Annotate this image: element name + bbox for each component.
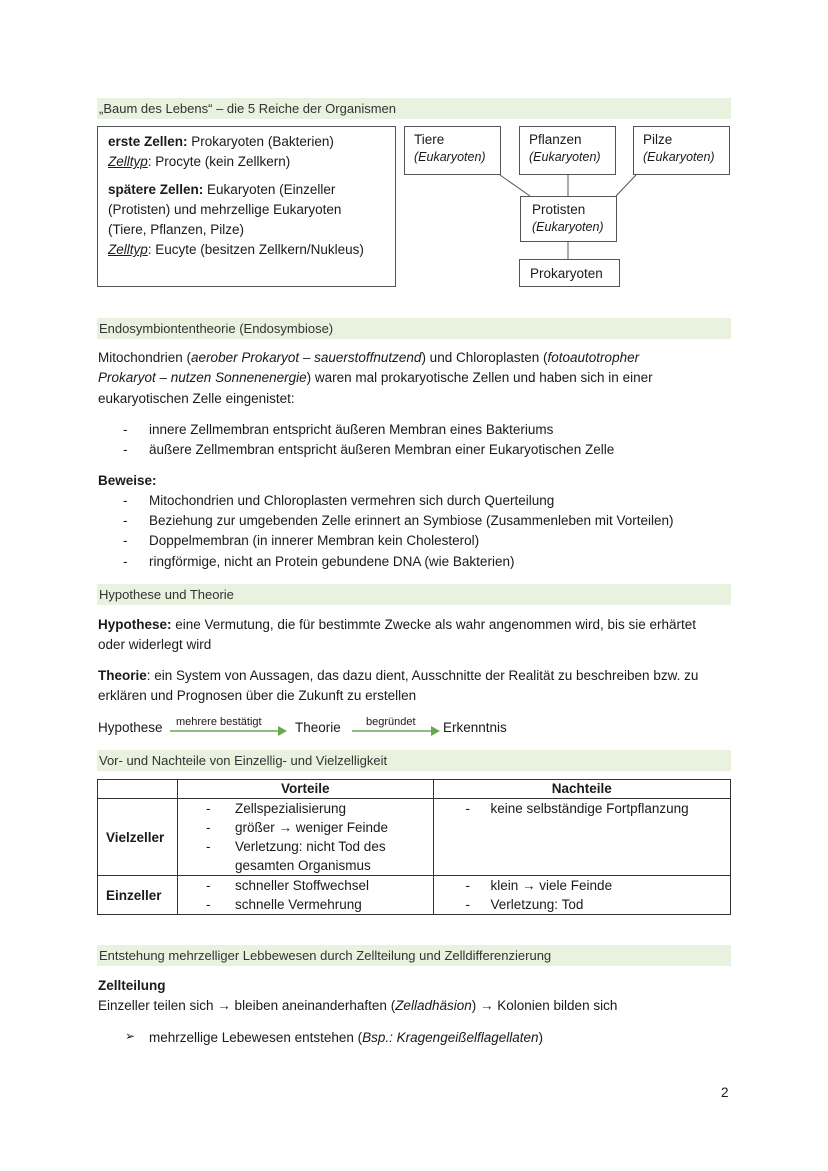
list-item-text: ringförmige, nicht an Protein gebundene DNA (wie Bakterien) <box>149 554 515 569</box>
cell-division-part: ) → Kolonien bilden sich <box>471 998 618 1013</box>
endo-paragraph-line-3: eukaryotischen Zelle eingenistet: <box>98 391 295 406</box>
theory-term: Theorie <box>98 668 147 683</box>
column-header-nachteile: Nachteile <box>433 780 730 799</box>
list-item-text: gesamten Organismus <box>234 858 371 873</box>
list-item <box>178 895 433 914</box>
multicellular-bullet-text <box>149 1030 543 1045</box>
arrow-label-justified: begründet <box>366 716 416 728</box>
list-item <box>178 837 433 856</box>
page-number: 2 <box>721 1085 729 1100</box>
dash-bullet: - <box>123 493 128 508</box>
bullet-text-part: ) <box>538 1030 544 1045</box>
tiere-sublabel: (Eukaryoten) <box>414 150 486 164</box>
endo-paragraph-line-1 <box>98 350 639 365</box>
endo-italic: Prokaryot – nutzen Sonnenenergie <box>98 370 307 385</box>
theory-definition-line-2: erklären und Prognosen über die Zukunft zu erstellen <box>98 688 417 703</box>
pflanzen-sublabel: (Eukaryoten) <box>529 150 601 164</box>
example-text: Bsp.: Kragengeißelflagellaten <box>362 1030 539 1045</box>
list-item-text: schneller Stoffwechsel <box>234 878 370 893</box>
tree-box-tiere <box>404 126 501 175</box>
dash-bullet: - <box>465 897 471 912</box>
flow-hypothese: Hypothese <box>98 720 163 735</box>
celltype-label: Zelltyp <box>108 154 148 169</box>
hypothesis-definition-line-2: oder widerlegt wird <box>98 637 212 652</box>
list-item-text: Doppelmembran (in innerer Membran kein Cholesterol) <box>149 533 480 548</box>
tree-box-prokaryoten <box>519 259 620 287</box>
later-cells-line-3: (Tiere, Pflanzen, Pilze) <box>108 222 245 237</box>
column-header-vorteile: Vorteile <box>177 780 433 799</box>
pros-cons-table <box>97 779 731 915</box>
endo-italic: fotoautotropher <box>547 350 640 365</box>
celltype-procyte-text: : Procyte (kein Zellkern) <box>147 154 291 169</box>
protisten-label: Protisten <box>532 202 586 217</box>
later-cells-label: spätere Zellen: <box>108 182 204 197</box>
bullet-text-part: mehrzellige Lebewesen entstehen ( <box>149 1030 363 1045</box>
arrow-bullet-icon: ➢ <box>125 1029 136 1043</box>
einzeller-pros-cell <box>177 876 433 915</box>
section-header-tree-of-life: „Baum des Lebens“ – die 5 Reiche der Organismen <box>97 98 731 119</box>
dash-bullet: - <box>205 820 211 835</box>
dash-bullet: - <box>123 533 128 548</box>
protisten-sublabel: (Eukaryoten) <box>532 220 604 234</box>
dash-bullet: - <box>123 513 128 528</box>
einzeller-cons-cell <box>433 876 730 915</box>
tree-box-pflanzen <box>519 126 616 175</box>
hypothesis-term: Hypothese: <box>98 617 172 632</box>
celltype-eucyte-line <box>108 242 395 262</box>
kingdoms-description-box <box>97 126 396 287</box>
hypothesis-definition-line-1 <box>98 617 696 632</box>
table-header-row <box>98 780 731 799</box>
cell-division-part: Einzeller teilen sich → bleiben aneinanderhaften ( <box>98 998 396 1013</box>
hypothesis-text: eine Vermutung, die für bestimmte Zwecke als wahr angenommen wird, bis sie erhärtet <box>171 617 697 632</box>
theory-text: : ein System von Aussagen, das dazu dient, Ausschnitte der Realität zu beschreiben bzw. zu <box>146 668 699 683</box>
arrow-label-confirmed: mehrere bestätigt <box>176 716 262 728</box>
list-item-text: Mitochondrien und Chloroplasten vermehren sich durch Querteilung <box>149 493 555 508</box>
cell-adhesion-term: Zelladhäsion <box>395 998 472 1013</box>
endo-italic: aerober Prokaryot – sauerstoffnutzend <box>191 350 422 365</box>
list-item-text: größer → weniger Feinde <box>234 820 389 835</box>
theory-definition-line-1 <box>98 668 698 683</box>
list-item-text: äußere Zellmembran entspricht äußeren Membran einer Eukaryotischen Zelle <box>149 442 615 457</box>
endo-paragraph-line-2 <box>98 370 653 385</box>
later-cells-text: Eukaryoten (Einzeller <box>203 182 336 197</box>
celltype-eucyte-text: : Eucyte (besitzen Zellkern/Nukleus) <box>147 242 364 257</box>
endo-text: Mitochondrien ( <box>98 350 192 365</box>
green-arrow-icon <box>170 725 290 737</box>
list-item-text: schnelle Vermehrung <box>234 897 362 912</box>
dash-bullet: - <box>205 897 211 912</box>
table-row <box>98 876 731 915</box>
table-corner-cell <box>98 780 178 799</box>
cell-division-heading: Zellteilung <box>98 978 166 993</box>
later-cells-line <box>108 182 395 202</box>
list-item-text: klein → viele Feinde <box>490 878 613 893</box>
list-item-continuation <box>178 856 433 875</box>
first-cells-label: erste Zellen: <box>108 134 188 149</box>
first-cells-text: Prokaryoten (Bakterien) <box>187 134 334 149</box>
dash-bullet: - <box>465 878 471 893</box>
list-item <box>434 799 730 818</box>
endo-text: ) und Chloroplasten ( <box>421 350 548 365</box>
table-row <box>98 799 731 876</box>
list-item <box>434 876 730 895</box>
section-header-hypothesis: Hypothese und Theorie <box>97 584 731 605</box>
celltype-label-2: Zelltyp <box>108 242 148 257</box>
tiere-label: Tiere <box>414 132 445 147</box>
dash-bullet: - <box>123 554 128 569</box>
pilze-sublabel: (Eukaryoten) <box>643 150 715 164</box>
section-header-multicellular: Entstehung mehrzelliger Lebbewesen durch Zellteilung und Zelldifferenzierung <box>97 945 731 966</box>
first-cells-line <box>108 134 395 154</box>
list-item-text: innere Zellmembran entspricht äußeren Membran eines Bakteriums <box>149 422 554 437</box>
cell-division-text <box>98 998 617 1013</box>
celltype-procyte-line <box>108 154 395 174</box>
flow-theorie: Theorie <box>295 720 341 735</box>
dash-bullet: - <box>123 442 128 457</box>
list-item <box>178 818 433 837</box>
list-item <box>178 799 433 818</box>
tree-box-protisten <box>520 196 617 242</box>
list-item-text: Verletzung: nicht Tod des <box>234 839 386 854</box>
row-header-vielzeller: Vielzeller <box>98 799 178 876</box>
dash-bullet: - <box>205 801 211 816</box>
green-arrow-icon <box>352 725 442 737</box>
pflanzen-label: Pflanzen <box>529 132 582 147</box>
list-item-text: Beziehung zur umgebenden Zelle erinnert an Symbiose (Zusammenleben mit Vorteilen) <box>149 513 674 528</box>
section-header-endosymbiont: Endosymbiontentheorie (Endosymbiose) <box>97 318 731 339</box>
list-item <box>178 876 433 895</box>
dash-bullet: - <box>465 801 471 816</box>
evidence-heading: Beweise: <box>98 473 157 488</box>
row-header-einzeller: Einzeller <box>98 876 178 915</box>
prokaryoten-label: Prokaryoten <box>530 266 603 281</box>
tree-box-pilze <box>633 126 730 175</box>
vielzeller-pros-cell <box>177 799 433 876</box>
pilze-label: Pilze <box>643 132 673 147</box>
list-item-text: keine selbständige Fortpflanzung <box>490 801 689 816</box>
dash-bullet: - <box>205 878 211 893</box>
dash-bullet: - <box>123 422 128 437</box>
section-header-pros-cons: Vor- und Nachteile von Einzellig- und Vielzelligkeit <box>97 750 731 771</box>
dash-bullet: - <box>205 839 211 854</box>
endo-text: ) waren mal prokaryotische Zellen und haben sich in einer <box>306 370 653 385</box>
later-cells-line-2: (Protisten) und mehrzellige Eukaryoten <box>108 202 342 217</box>
list-item <box>434 895 730 914</box>
list-item-text: Zellspezialisierung <box>234 801 347 816</box>
flow-erkenntnis: Erkenntnis <box>443 720 507 735</box>
list-item-text: Verletzung: Tod <box>490 897 584 912</box>
vielzeller-cons-cell <box>433 799 730 876</box>
